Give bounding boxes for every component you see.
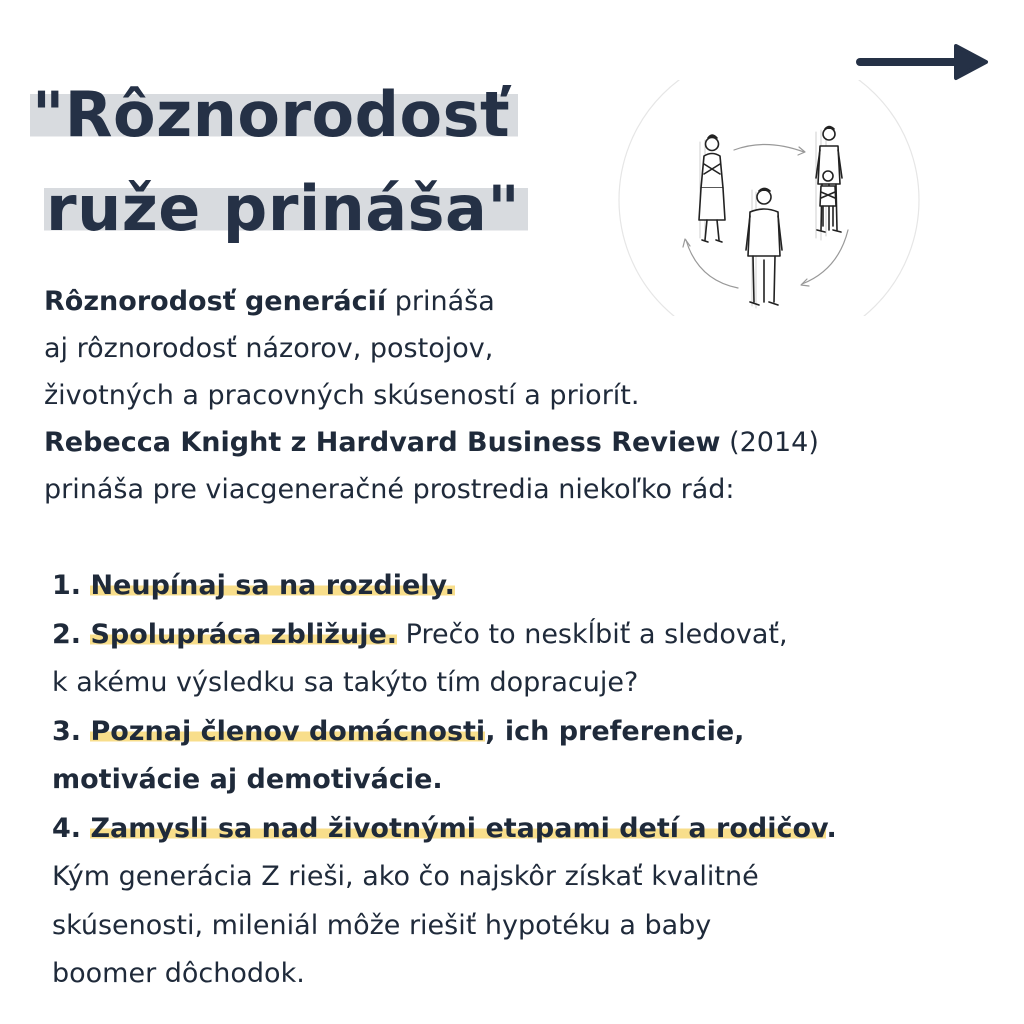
tip-4-title: Zamysli sa nad životnými etapami detí a rodičov xyxy=(90,812,827,844)
tip-4-line-2: Kým generácia Z rieši, ako čo najskôr získať kvalitné xyxy=(52,861,759,892)
tip-1-title: Neupínaj sa na rozdiely. xyxy=(90,570,455,601)
tip-1-number: 1. xyxy=(52,570,91,601)
tip-4-number: 4. xyxy=(52,812,91,844)
arrow-right-icon[interactable] xyxy=(852,40,992,84)
intro-bold-generations: Rôznorodosť generácií xyxy=(44,286,387,317)
page-title xyxy=(30,68,528,256)
tip-2-number: 2. xyxy=(52,618,91,650)
intro-year: (2014) xyxy=(720,427,819,458)
tip-4-line-4: boomer dôchodok. xyxy=(52,958,305,989)
intro-text-1: prináša xyxy=(386,286,495,317)
tip-4-line-3: skúsenosti, mileniál môže riešiť hypotéku a baby xyxy=(52,909,712,941)
tip-3-number: 3. xyxy=(52,715,91,747)
tip-3-rest: , ich preferencie, xyxy=(485,715,745,747)
intro-line-2: aj rôznorodosť názorov, postojov, xyxy=(44,333,494,364)
intro-paragraph xyxy=(44,278,1004,513)
tip-2-title: Spolupráca zbližuje. xyxy=(90,618,398,650)
tip-4 xyxy=(52,805,1012,854)
tip-3-title: Poznaj členov domácnosti xyxy=(90,715,486,747)
tip-2-line-2: k akému výsledku sa takýto tím dopracuje? xyxy=(52,667,639,698)
tip-1 xyxy=(52,562,1012,611)
intro-bold-source: Rebecca Knight z Hardvard Business Review xyxy=(44,427,721,458)
tip-2 xyxy=(52,611,1012,660)
intro-line-3: životných a pracovných skúseností a priorít. xyxy=(44,380,640,411)
title-line-1: "Rôznorodosť xyxy=(30,78,518,151)
tip-3-line-2: motivácie aj demotivácie. xyxy=(52,764,443,795)
title-line-2: ruže prináša" xyxy=(44,172,528,245)
intro-line-5: prináša pre viacgeneračné prostredia niekoľko rád: xyxy=(44,474,735,505)
tip-3 xyxy=(52,708,1012,757)
tip-2-text: Prečo to neskĺbiť a sledovať, xyxy=(397,618,788,650)
tips-list xyxy=(52,562,1012,999)
tip-4-dot: . xyxy=(826,812,837,844)
